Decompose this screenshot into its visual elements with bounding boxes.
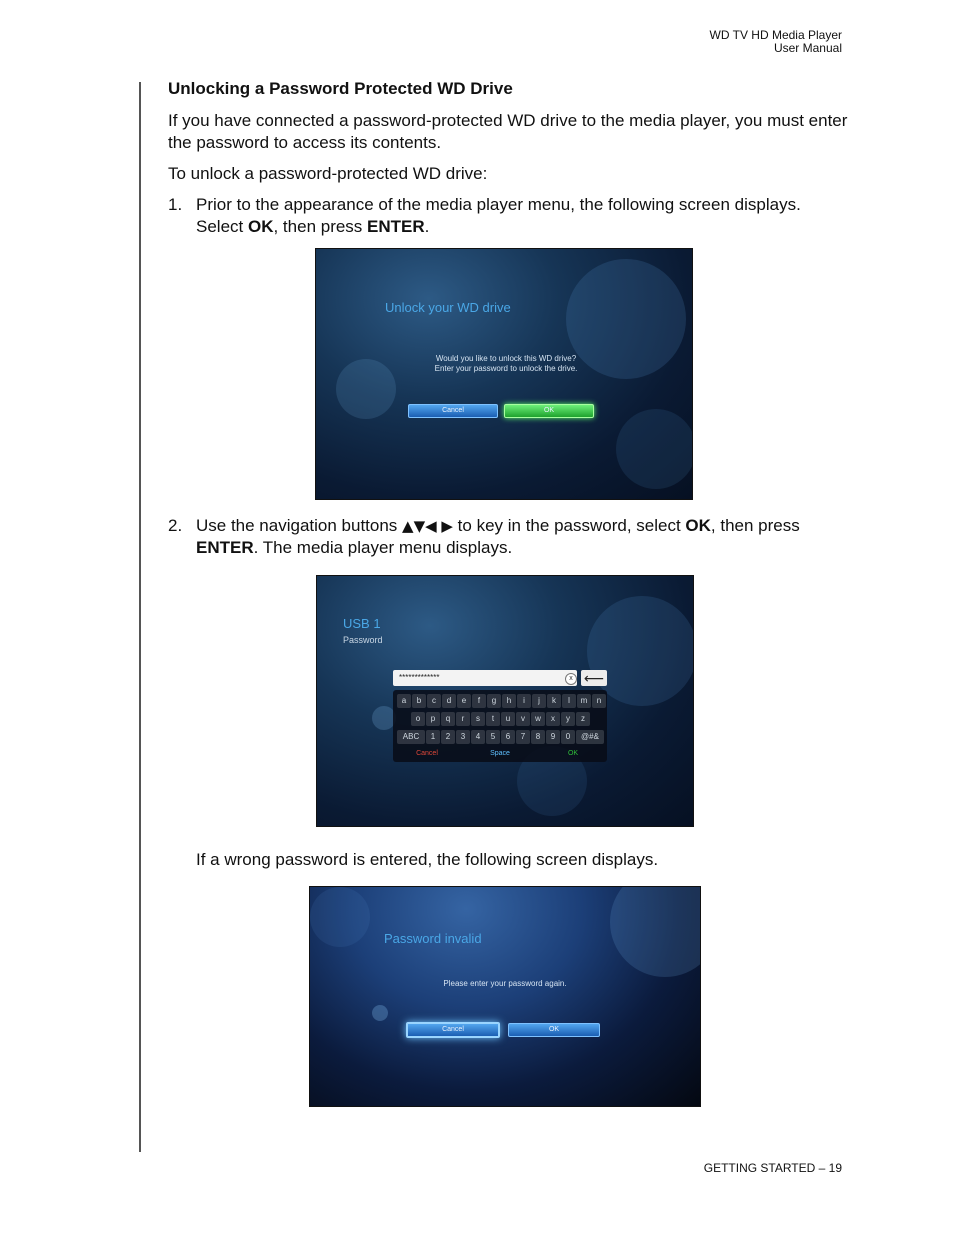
on-screen-keyboard (393, 690, 607, 762)
step-2-number: 2. (168, 516, 183, 535)
keyboard-key[interactable]: m (577, 694, 591, 708)
unlock-ok-button[interactable]: OK (504, 404, 594, 418)
keyboard-key[interactable]: u (501, 712, 515, 726)
step-2-mid2: , then press (710, 516, 800, 535)
section-title: Unlocking a Password Protected WD Drive (168, 79, 513, 98)
keyboard-key[interactable]: 0 (561, 730, 575, 744)
keyboard-key[interactable]: 8 (531, 730, 545, 744)
usb-title: USB 1 (343, 616, 381, 631)
step-2-text (196, 515, 846, 559)
keyboard-key[interactable]: t (486, 712, 500, 726)
keyboard-key[interactable]: r (456, 712, 470, 726)
password-entry-screenshot (316, 575, 694, 827)
unlock-message-line2: Enter your password to unlock the drive. (434, 364, 578, 373)
keyboard-key[interactable]: c (427, 694, 441, 708)
step-2-pre: Use the navigation buttons (196, 516, 403, 535)
invalid-ok-button[interactable]: OK (508, 1023, 600, 1037)
keyboard-key[interactable]: s (471, 712, 485, 726)
keyboard-key[interactable]: f (472, 694, 486, 708)
intro-paragraph: If you have connected a password-protected WD drive to the media player, you must enter the password to access its contents. (168, 111, 848, 152)
unlock-message-line1: Would you like to unlock this WD drive? (435, 354, 577, 363)
backspace-icon[interactable]: ⟵ (581, 670, 607, 686)
keyboard-key[interactable]: h (502, 694, 516, 708)
step-1-ok: OK (247, 217, 274, 236)
keyboard-key[interactable]: 2 (441, 730, 455, 744)
running-header (710, 29, 842, 55)
keyboard-key[interactable]: 6 (501, 730, 515, 744)
keyboard-key[interactable]: g (487, 694, 501, 708)
step-1-number: 1. (168, 195, 183, 214)
clear-icon[interactable]: x (565, 673, 577, 685)
unlock-title: Unlock your WD drive (385, 300, 511, 315)
keyboard-key[interactable]: v (516, 712, 530, 726)
keyboard-cancel-button[interactable]: Cancel (416, 750, 438, 757)
keyboard-ok-button[interactable]: OK (567, 750, 579, 757)
password-invalid-screenshot (309, 886, 701, 1107)
navigation-arrows-icon: ▲▼◀ ▶ (402, 517, 453, 535)
keyboard-key[interactable]: i (517, 694, 531, 708)
keyboard-key[interactable]: d (442, 694, 456, 708)
keyboard-key[interactable]: p (426, 712, 440, 726)
keyboard-key[interactable]: a (397, 694, 411, 708)
unlock-screenshot (315, 248, 693, 500)
step-1-post: . (424, 217, 430, 236)
invalid-message: Please enter your password again. (443, 979, 567, 988)
keyboard-key[interactable]: b (412, 694, 426, 708)
keyboard-key[interactable]: q (441, 712, 455, 726)
keyboard-key[interactable]: j (532, 694, 546, 708)
header-manual: User Manual (773, 41, 842, 55)
keyboard-key[interactable]: 9 (546, 730, 560, 744)
step-2-mid1: to key in the password, select (452, 516, 686, 535)
keyboard-key[interactable]: l (562, 694, 576, 708)
page-footer: GETTING STARTED – 19 (703, 1161, 842, 1175)
header-product: WD TV HD Media Player (709, 28, 842, 42)
keyboard-key[interactable]: w (531, 712, 545, 726)
wrong-password-note: If a wrong password is entered, the following screen displays. (196, 850, 659, 869)
step-1-mid: , then press (273, 217, 368, 236)
password-label: Password (343, 635, 383, 645)
keyboard-key[interactable]: @#& (576, 730, 604, 744)
lead-paragraph: To unlock a password-protected WD drive: (168, 164, 488, 183)
keyboard-key[interactable]: 7 (516, 730, 530, 744)
step-2-post: . The media player menu displays. (253, 538, 513, 557)
password-input[interactable]: ************* (393, 670, 577, 686)
step-1-text (196, 194, 846, 238)
keyboard-key[interactable]: ABC (397, 730, 425, 744)
keyboard-key[interactable]: 1 (426, 730, 440, 744)
keyboard-key[interactable]: 3 (456, 730, 470, 744)
step-1-enter: ENTER (367, 217, 425, 236)
keyboard-key[interactable]: e (457, 694, 471, 708)
keyboard-space-button[interactable]: Space (490, 750, 510, 757)
unlock-cancel-button[interactable]: Cancel (408, 404, 498, 418)
keyboard-key[interactable]: k (547, 694, 561, 708)
keyboard-key[interactable]: z (576, 712, 590, 726)
keyboard-key[interactable]: 4 (471, 730, 485, 744)
step-1-pre: Prior to the appearance of the media player menu, the following screen displays. Select (196, 195, 801, 236)
invalid-title: Password invalid (384, 931, 482, 946)
margin-rule (139, 82, 141, 1152)
invalid-cancel-button[interactable]: Cancel (406, 1022, 500, 1038)
keyboard-key[interactable]: n (592, 694, 606, 708)
keyboard-key[interactable]: o (411, 712, 425, 726)
unlock-message (406, 354, 606, 374)
keyboard-key[interactable]: y (561, 712, 575, 726)
step-2-enter: ENTER (196, 538, 254, 557)
step-2-ok: OK (685, 516, 711, 535)
keyboard-key[interactable]: 5 (486, 730, 500, 744)
keyboard-key[interactable]: x (546, 712, 560, 726)
